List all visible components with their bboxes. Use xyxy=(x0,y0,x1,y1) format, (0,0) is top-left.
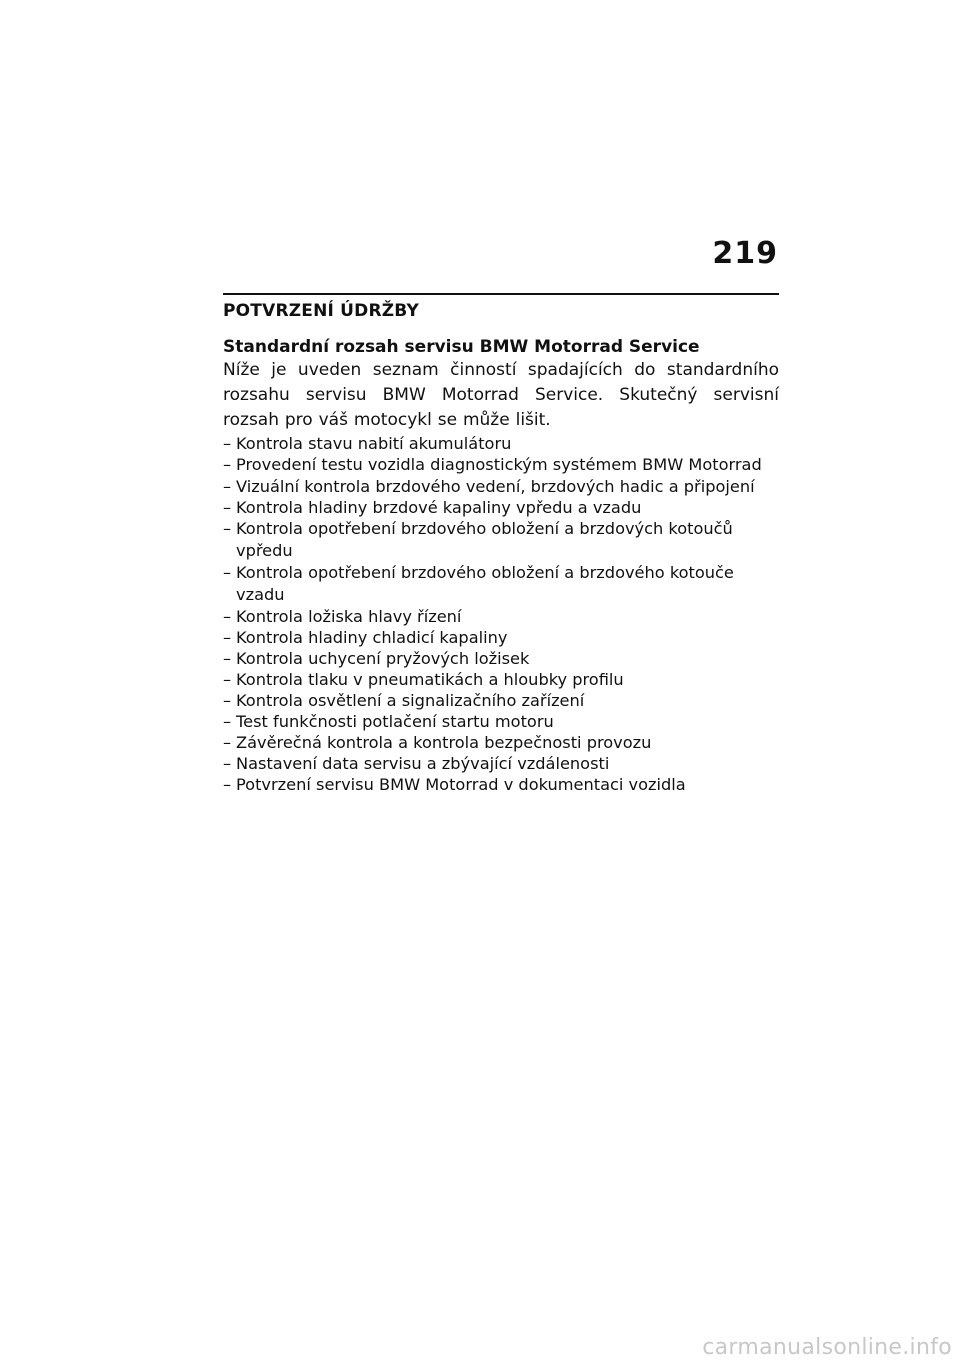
list-item-text: Kontrola opotřebení brzdového obložení a brzdových kotoučů vpředu xyxy=(236,519,733,560)
watermark: carmanualsonline.info xyxy=(702,1335,952,1360)
list-item-text: Kontrola stavu nabití akumulátoru xyxy=(236,434,512,453)
section-title: POTVRZENÍ ÚDRŽBY xyxy=(223,301,420,321)
bullet-dash: – xyxy=(223,775,232,794)
list-item-text: Kontrola opotřebení brzdového obložení a brzdového kotouče vzadu xyxy=(236,563,734,604)
list-item xyxy=(223,732,779,753)
service-checklist xyxy=(223,433,779,795)
list-item xyxy=(223,774,779,795)
bullet-dash: – xyxy=(223,628,232,647)
bullet-dash: – xyxy=(223,607,232,626)
list-item-text: Kontrola tlaku v pneumatikách a hloubky profilu xyxy=(236,670,624,689)
list-item xyxy=(223,690,779,711)
bullet-dash: – xyxy=(223,455,232,474)
list-item xyxy=(223,433,779,454)
bullet-dash: – xyxy=(223,498,232,517)
bullet-dash: – xyxy=(223,712,232,731)
list-item-text: Potvrzení servisu BMW Motorrad v dokumentaci vozidla xyxy=(236,775,686,794)
bullet-dash: – xyxy=(223,670,232,689)
list-item-text: Vizuální kontrola brzdového vedení, brzdových hadic a připojení xyxy=(236,477,755,496)
bullet-dash: – xyxy=(223,519,232,538)
list-item-text: Kontrola hladiny chladicí kapaliny xyxy=(236,628,508,647)
list-item xyxy=(223,476,779,497)
list-item xyxy=(223,711,779,732)
list-item-text: Závěrečná kontrola a kontrola bezpečnosti provozu xyxy=(236,733,652,752)
list-item xyxy=(223,606,779,627)
bullet-dash: – xyxy=(223,563,232,582)
list-item-text: Kontrola uchycení pryžových ložisek xyxy=(236,649,530,668)
maintenance-confirmation-section xyxy=(223,293,779,795)
list-item-text: Test funkčnosti potlačení startu motoru xyxy=(236,712,554,731)
list-item-text: Kontrola ložiska hlavy řízení xyxy=(236,607,462,626)
list-item xyxy=(223,454,779,476)
bullet-dash: – xyxy=(223,754,232,773)
bullet-dash: – xyxy=(223,691,232,710)
list-item xyxy=(223,648,779,669)
list-item xyxy=(223,669,779,690)
list-item-text: Provedení testu vozidla diagnostickým systémem BMW Motorrad xyxy=(236,455,762,474)
list-item-text: Kontrola osvětlení a signalizačního zařízení xyxy=(236,691,585,710)
intro-paragraph: Níže je uveden seznam činností spadajících do standardního rozsahu servisu BMW Motorrad Service. Skutečný servisní rozsah pro váš motocykl se může lišit. xyxy=(223,360,779,430)
list-item-text: Kontrola hladiny brzdové kapaliny vpředu a vzadu xyxy=(236,498,642,517)
list-item xyxy=(223,753,779,774)
bullet-dash: – xyxy=(223,434,232,453)
section-divider xyxy=(223,293,779,295)
list-item xyxy=(223,518,779,562)
bullet-dash: – xyxy=(223,477,232,496)
bullet-dash: – xyxy=(223,649,232,668)
list-item-text: Nastavení data servisu a zbývající vzdálenosti xyxy=(236,754,610,773)
list-item xyxy=(223,497,779,518)
page-number: 219 xyxy=(712,236,778,271)
list-item xyxy=(223,627,779,648)
bullet-dash: – xyxy=(223,733,232,752)
subheading: Standardní rozsah servisu BMW Motorrad Service xyxy=(223,337,700,357)
list-item xyxy=(223,562,779,606)
